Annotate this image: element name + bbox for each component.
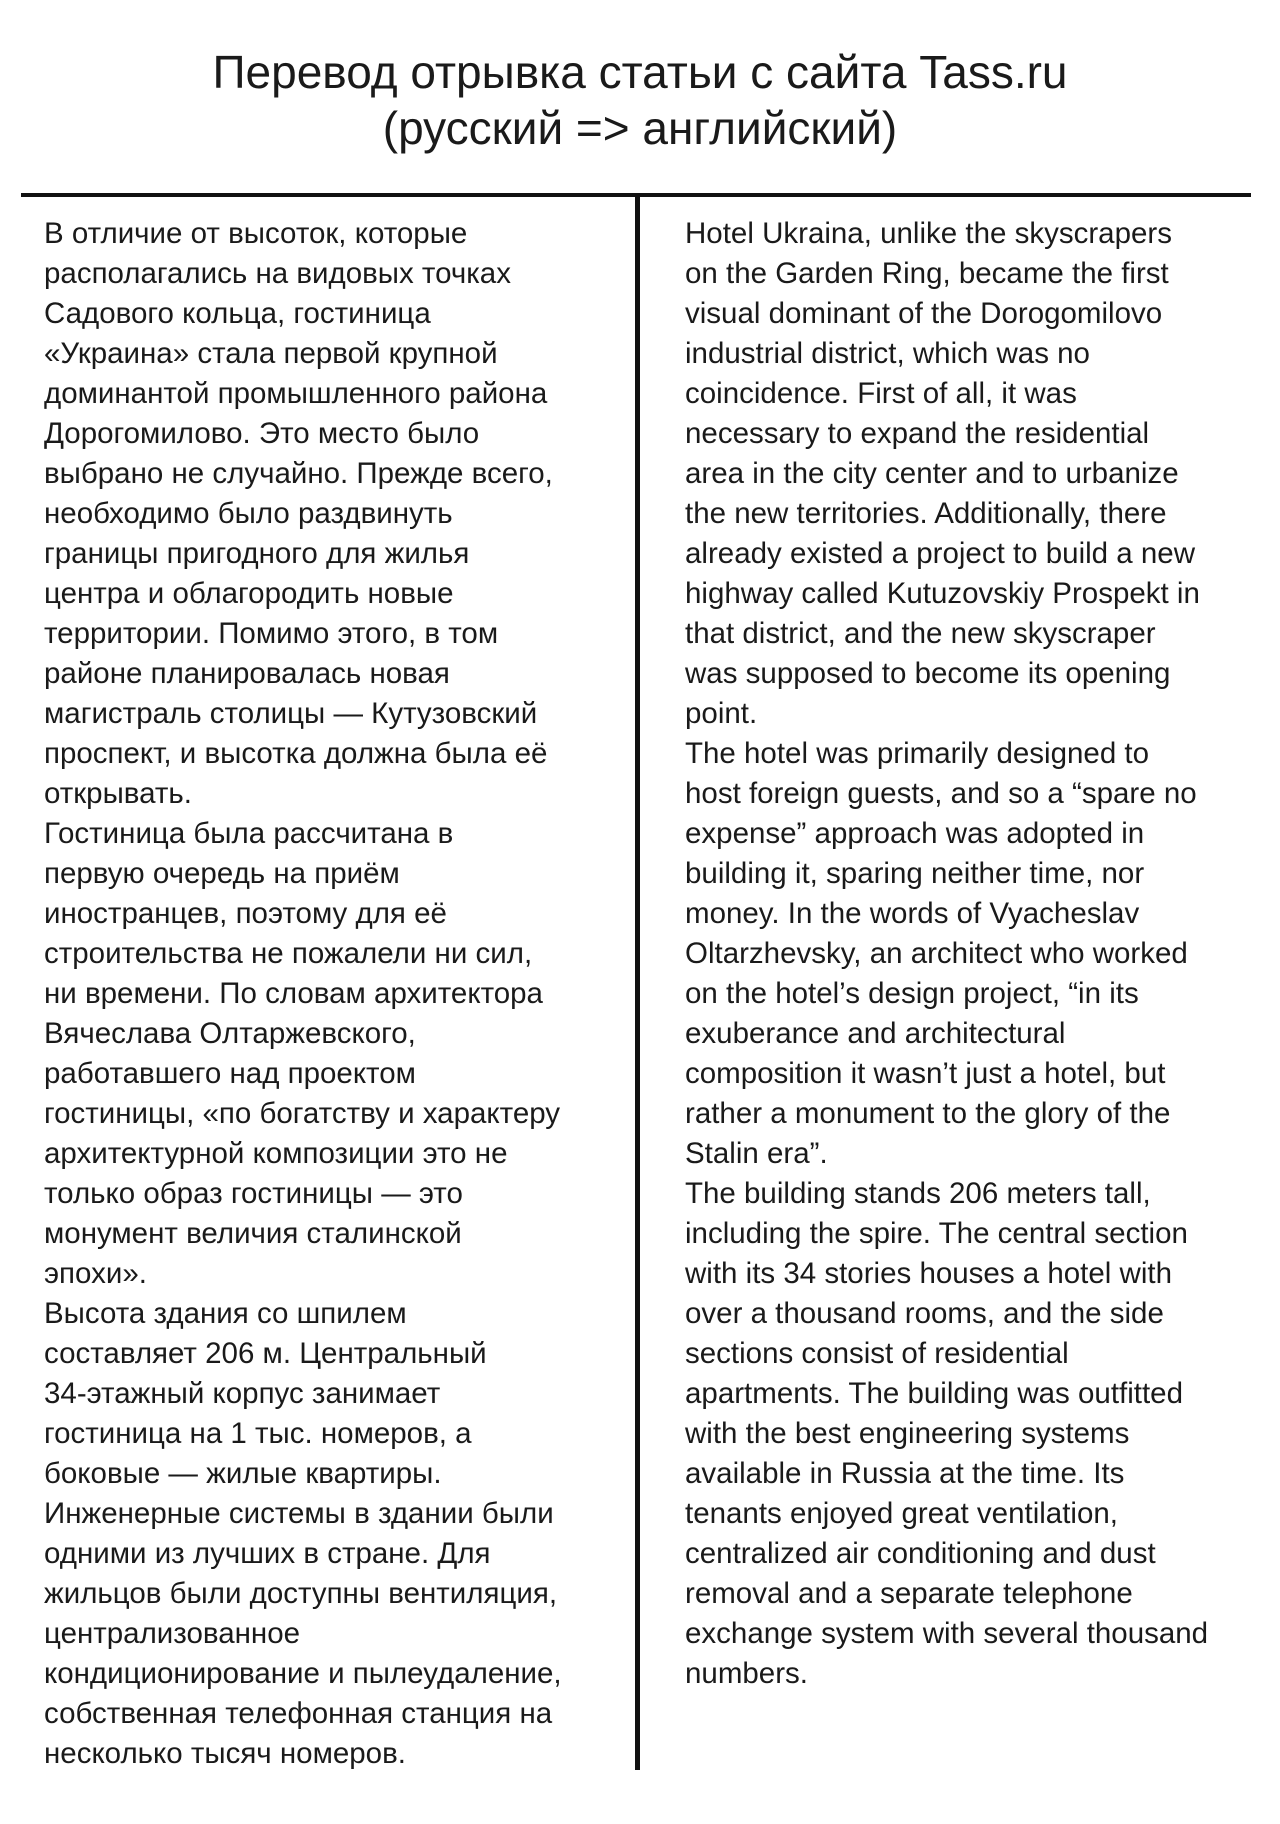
text-line: монумент величия сталинской [44, 1217, 462, 1250]
text-line: available in Russia at the time. Its [685, 1457, 1125, 1490]
text-line: building it, sparing neither time, nor [685, 857, 1145, 890]
russian-paragraph-2 [22, 814, 622, 1294]
text-line: the new territories. Additionally, there [685, 497, 1167, 530]
text-line: боковые — жилые квартиры. [44, 1457, 442, 1490]
text-line: работавшего над проектом [44, 1057, 416, 1090]
text-line: money. In the words of Vyacheslav [685, 897, 1140, 930]
text-line: В отличие от высоток, которые [44, 217, 468, 250]
english-text-column [663, 214, 1268, 1694]
russian-paragraph-3 [22, 1294, 622, 1774]
text-line: composition it wasn’t just a hotel, but [685, 1057, 1166, 1090]
text-line: центра и облагородить новые [44, 577, 454, 610]
text-line: sections consist of residential [685, 1337, 1069, 1370]
column-divider [635, 197, 640, 1770]
text-line: numbers. [685, 1657, 808, 1690]
text-line: Oltarzhevsky, an architect who worked [685, 937, 1188, 970]
text-line: host foreign guests, and so a “spare no [685, 777, 1197, 810]
russian-paragraph-1 [22, 214, 622, 814]
text-line: территории. Помимо этого, в том [44, 617, 499, 650]
text-line: area in the city center and to urbanize [685, 457, 1179, 490]
page-title-line-1: Перевод отрывка статьи с сайта Tass.ru [212, 46, 1068, 98]
text-line: только образ гостиницы — это [44, 1177, 463, 1210]
text-line: removal and a separate telephone [685, 1577, 1133, 1610]
text-line: expense” approach was adopted in [685, 817, 1145, 850]
text-line: гостиница на 1 тыс. номеров, а [44, 1417, 472, 1450]
text-line: ни времени. По словам архитектора [44, 977, 543, 1010]
english-paragraph-3 [663, 1174, 1268, 1694]
text-line: гостиницы, «по богатству и характеру [44, 1097, 561, 1130]
text-line: централизованное [44, 1617, 301, 1650]
text-line: Гостиница была рассчитана в [44, 817, 454, 850]
text-line: жильцов были доступны вентиляция, [44, 1577, 558, 1610]
text-line: несколько тысяч номеров. [44, 1737, 406, 1770]
text-line: rather a monument to the glory of the [685, 1097, 1171, 1130]
text-line: Вячеслава Олтаржевского, [44, 1017, 416, 1050]
text-line: проспект, и высотка должна была её [44, 737, 548, 770]
text-line: одними из лучших в стране. Для [44, 1537, 491, 1570]
text-line: Садового кольца, гостиница [44, 297, 431, 330]
text-line: архитектурной композиции это не [44, 1137, 508, 1170]
text-line: with its 34 stories houses a hotel with [685, 1257, 1172, 1290]
text-line: with the best engineering systems [685, 1417, 1130, 1450]
russian-text-column [22, 214, 622, 1774]
text-line: Высота здания со шпилем [44, 1297, 407, 1330]
text-line: иностранцев, поэтому для её [44, 897, 447, 930]
text-line: эпохи». [44, 1257, 147, 1290]
english-paragraph-1 [663, 214, 1268, 734]
text-line: centralized air conditioning and dust [685, 1537, 1156, 1570]
text-line: Дорогомилово. Это место было [44, 417, 480, 450]
text-line: районе планировалась новая [44, 657, 450, 690]
text-line: магистраль столицы — Кутузовский [44, 697, 538, 730]
text-line: was supposed to become its opening [685, 657, 1171, 690]
text-line: открывать. [44, 777, 192, 810]
english-paragraph-2 [663, 734, 1268, 1174]
text-line: The building stands 206 meters tall, [685, 1177, 1151, 1210]
text-line: already existed a project to build a new [685, 537, 1195, 570]
text-line: exchange system with several thousand [685, 1617, 1209, 1650]
text-line: over a thousand rooms, and the side [685, 1297, 1164, 1330]
text-line: первую очередь на приём [44, 857, 400, 890]
text-line: industrial district, which was no [685, 337, 1090, 370]
text-line: составляет 206 м. Центральный [44, 1337, 487, 1370]
text-line: The hotel was primarily designed to [685, 737, 1150, 770]
text-line: coincidence. First of all, it was [685, 377, 1077, 410]
text-line: point. [685, 697, 758, 730]
text-line: строительства не пожалели ни сил, [44, 937, 533, 970]
text-line: располагались на видовых точках [44, 257, 511, 290]
text-line: «Украина» стала первой крупной [44, 337, 498, 370]
text-line: выбрано не случайно. Прежде всего, [44, 457, 553, 490]
text-line: exuberance and architectural [685, 1017, 1066, 1050]
text-line: доминантой промышленного района [44, 377, 548, 410]
text-line: кондиционирование и пылеудаление, [44, 1657, 562, 1690]
text-line: on the hotel’s design project, “in its [685, 977, 1139, 1010]
text-line: необходимо было раздвинуть [44, 497, 453, 530]
text-line: границы пригодного для жилья [44, 537, 470, 570]
text-line: highway called Kutuzovskiy Prospekt in [685, 577, 1200, 610]
text-line: 34-этажный корпус занимает [44, 1377, 441, 1410]
text-line: tenants enjoyed great ventilation, [685, 1497, 1118, 1530]
page-title [0, 44, 1280, 156]
page-title-line-2: (русский => английский) [382, 102, 898, 154]
text-line: собственная телефонная станция на [44, 1697, 553, 1730]
text-line: Hotel Ukraina, unlike the skyscrapers [685, 217, 1172, 250]
text-line: Инженерные системы в здании были [44, 1497, 554, 1530]
text-line: apartments. The building was outfitted [685, 1377, 1183, 1410]
text-line: necessary to expand the residential [685, 417, 1150, 450]
text-line: that district, and the new skyscraper [685, 617, 1156, 650]
text-line: Stalin era”. [685, 1137, 828, 1170]
text-line: visual dominant of the Dorogomilovo [685, 297, 1163, 330]
text-line: including the spire. The central section [685, 1217, 1188, 1250]
text-line: on the Garden Ring, became the first [685, 257, 1169, 290]
